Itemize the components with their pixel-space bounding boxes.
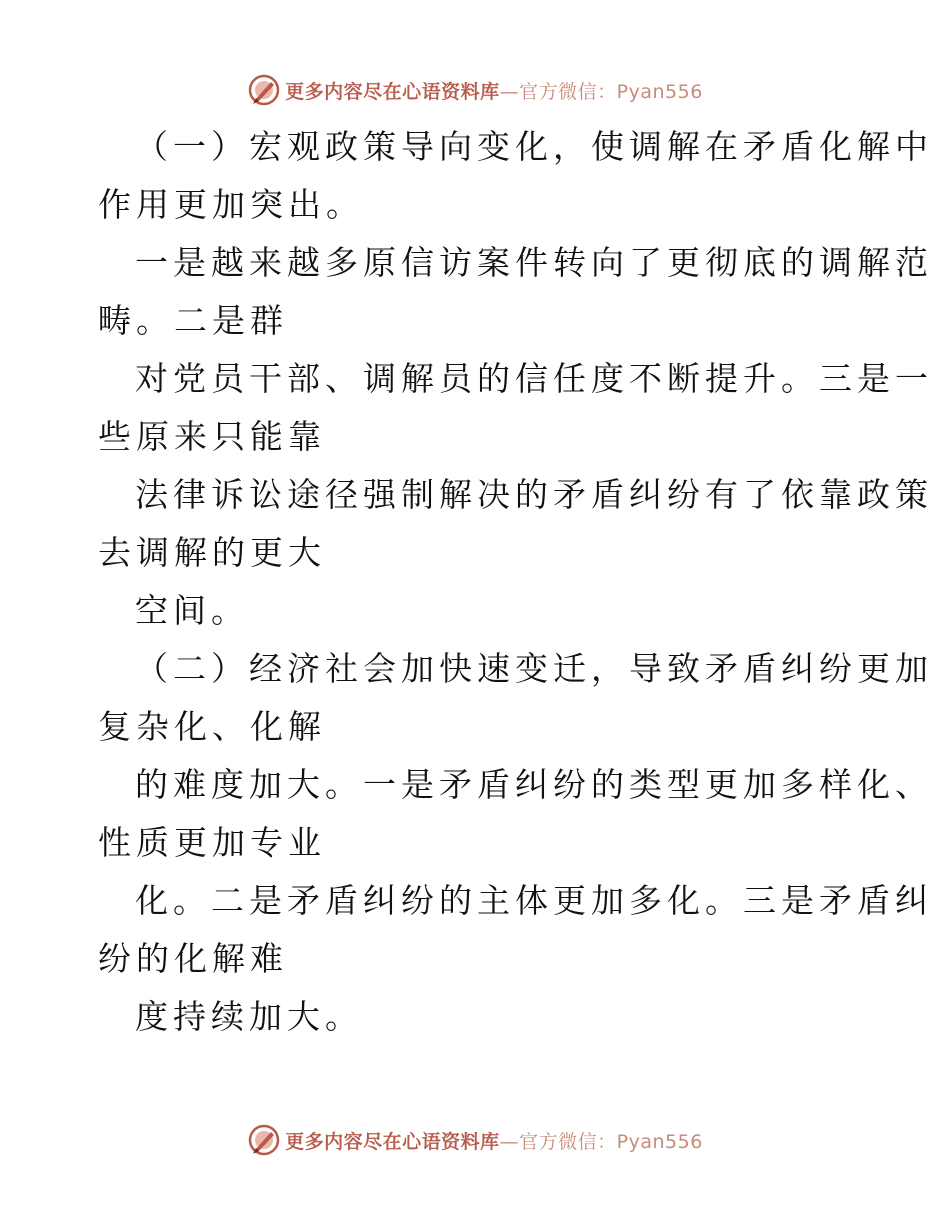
text-line: （一）宏观政策导向变化，使调解在矛盾化解中 xyxy=(135,127,933,166)
watermark-wechat: 官方微信：Pyan556 xyxy=(519,1130,703,1153)
text-line: 的难度加大。一是矛盾纠纷的类型更加多样化、 xyxy=(135,765,933,804)
pen-seal-icon xyxy=(247,73,281,107)
watermark-text xyxy=(285,1127,703,1154)
watermark-site: 更多内容尽在心语资料库 xyxy=(285,1130,500,1153)
text-line: 法律诉讼途径强制解决的矛盾纠纷有了依靠政策 xyxy=(135,475,933,514)
footer-watermark xyxy=(0,1120,950,1160)
watermark-text xyxy=(285,77,703,104)
text-line: （二）经济社会加快速变迁，导致矛盾纠纷更加 xyxy=(135,649,933,688)
text-line: 纷的化解难 xyxy=(98,939,288,978)
document-body xyxy=(98,118,933,1046)
watermark-site: 更多内容尽在心语资料库 xyxy=(285,80,500,103)
text-line: 对党员干部、调解员的信任度不断提升。三是一 xyxy=(135,359,933,398)
text-line: 一是越来越多原信访案件转向了更彻底的调解范 xyxy=(135,243,933,282)
watermark-wechat: 官方微信：Pyan556 xyxy=(519,80,703,103)
text-line: 性质更加专业 xyxy=(98,823,326,862)
watermark-separator: — xyxy=(499,1130,520,1153)
text-line: 畴。二是群 xyxy=(98,301,288,340)
watermark-separator: — xyxy=(499,80,520,103)
text-line: 化。二是矛盾纠纷的主体更加多化。三是矛盾纠 xyxy=(135,881,933,920)
header-watermark xyxy=(0,70,950,110)
text-line: 作用更加突出。 xyxy=(98,185,364,224)
text-line: 空间。 xyxy=(135,591,249,630)
text-line: 复杂化、化解 xyxy=(98,707,326,746)
pen-seal-icon xyxy=(247,1123,281,1157)
text-line: 去调解的更大 xyxy=(98,533,326,572)
text-line: 些原来只能靠 xyxy=(98,417,326,456)
text-line: 度持续加大。 xyxy=(135,997,363,1036)
